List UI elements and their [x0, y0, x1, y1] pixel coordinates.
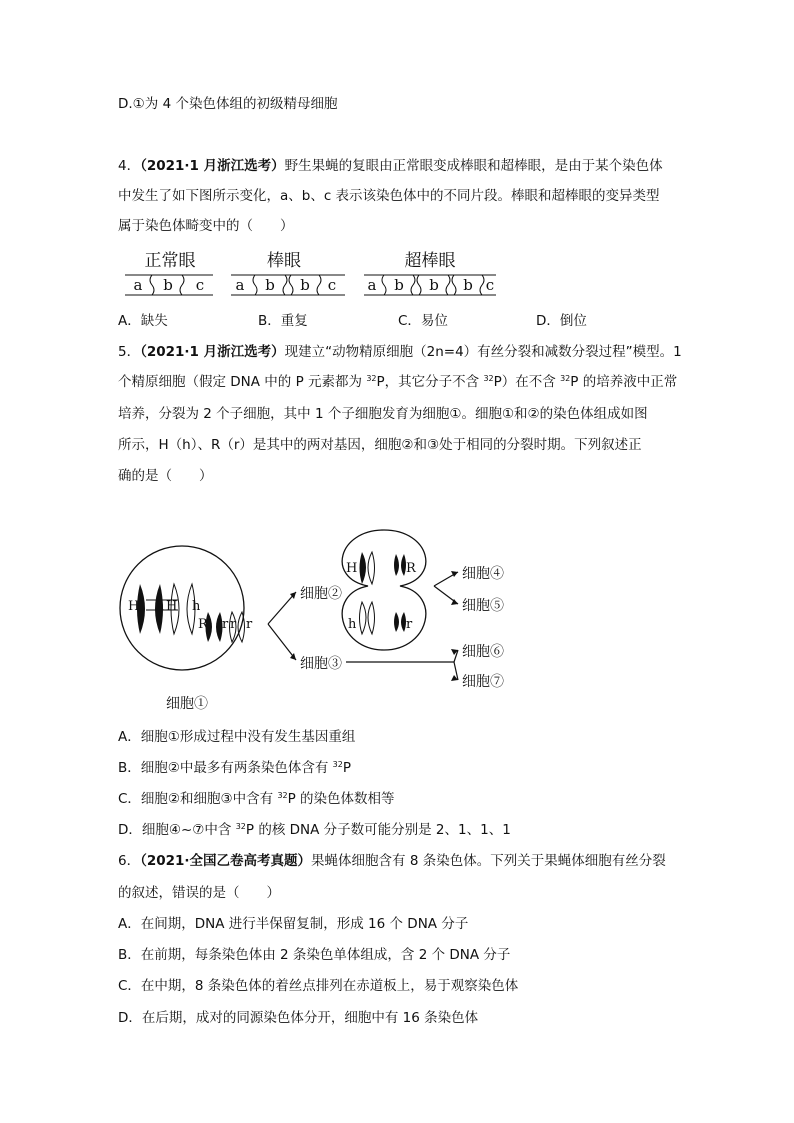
cell2-label: 细胞②: [300, 586, 342, 602]
svg-text:R: R: [198, 617, 208, 632]
normal-seg-a: a: [133, 276, 143, 294]
q6-option-b: B．在前期，每条染色体由 2 条染色单体组成，含 2 个 DNA 分子: [118, 947, 511, 963]
q5-option-d: D．细胞④~⑦中含 $^{32}$P 的核 DNA 分子数可能分别是 2、1、1、1: [118, 822, 511, 838]
q6-option-c: C．在中期，8 条染色体的着丝点排列在赤道板上，易于观察染色体: [118, 978, 519, 994]
q5-cell-division-figure: [118, 524, 528, 714]
cell7-label: 细胞⑦: [462, 674, 504, 690]
q4-option-a: A．缺失: [118, 313, 168, 329]
cell6-label: 细胞⑥: [462, 644, 504, 660]
svg-text:r: r: [230, 617, 237, 632]
cell5-label: 细胞⑤: [462, 598, 504, 614]
q5-option-c: C．细胞②和细胞③中含有 $^{32}$P 的染色体数相等: [118, 791, 395, 807]
cell1-chromosomes: [137, 584, 245, 642]
q5-number: 5．: [118, 344, 141, 360]
q6-option-d: D．在后期，成对的同源染色体分开，细胞中有 16 条染色体: [118, 1010, 479, 1026]
q4-stem-1: 野生果蝇的复眼由正常眼变成棒眼和超棒眼，是由于某个染色体: [284, 158, 663, 174]
q6-stem-1: 果蝇体细胞含有 8 条染色体。下列关于果蝇体细胞有丝分裂: [311, 853, 666, 869]
q4-chromosome-figure: [118, 244, 508, 304]
q6-line1: [118, 851, 666, 871]
svg-text:H: H: [346, 561, 358, 576]
q4-line2: 中发生了如下图所示变化，a、b、c 表示该染色体中的不同片段。棒眼和超棒眼的变异类型: [118, 188, 660, 204]
cell1-label: 细胞①: [166, 696, 208, 712]
cell4-label: 细胞④: [462, 566, 504, 582]
q6-source: （2021·全国乙卷高考真题）: [140, 853, 312, 869]
svg-text:h: h: [348, 617, 357, 632]
q5-source: （2021·1 月浙江选考）: [140, 344, 285, 360]
cell2-chromosomes: [360, 552, 407, 634]
normal-seg-c: c: [195, 276, 205, 294]
svg-text:H: H: [166, 599, 178, 614]
q5-option-b: B．细胞②中最多有两条染色体含有 $^{32}$P: [118, 760, 351, 776]
q4-source: （2021·1 月浙江选考）: [140, 158, 285, 174]
superbar-seg-c: c: [485, 276, 495, 294]
q4-option-d: D．倒位: [536, 313, 587, 329]
q6-number: 6．: [118, 853, 141, 869]
svg-text:h: h: [156, 599, 165, 614]
q4-line3: 属于染色体畸变中的（ ）: [118, 218, 294, 234]
q4-option-c: C．易位: [398, 313, 448, 329]
q6-option-a: A．在间期，DNA 进行半保留复制，形成 16 个 DNA 分子: [118, 916, 469, 932]
q4-option-b: B．重复: [258, 313, 308, 329]
superbar-seg-b1: b: [394, 276, 404, 294]
normal-seg-b: b: [163, 276, 173, 294]
q5-line2: 个精原细胞（假定 DNA 中的 P 元素都为 $^{32}$P，其它分子不含 $^{32}$P）在不含 $^{32}$P 的培养液中正常: [118, 374, 678, 390]
q6-line2: 的叙述，错误的是（ ）: [118, 885, 280, 901]
svg-text:r: r: [222, 617, 229, 632]
bar-seg-c: c: [327, 276, 337, 294]
superbar-seg-b2: b: [429, 276, 439, 294]
q4-line1: [118, 156, 663, 176]
superbar-eye-label: 超棒眼: [404, 251, 456, 271]
svg-text:R: R: [406, 561, 416, 576]
bar-seg-b2: b: [300, 276, 310, 294]
superbar-seg-a: a: [367, 276, 377, 294]
q5-stem-1: 现建立“动物精原细胞（2n=4）有丝分裂和减数分裂过程”模型。1: [284, 344, 682, 360]
svg-text:h: h: [192, 599, 201, 614]
q5-line3: 培养，分裂为 2 个子细胞，其中 1 个子细胞发育为细胞①。细胞①和②的染色体组成如图: [118, 406, 648, 422]
svg-text:r: r: [246, 617, 253, 632]
bar-eye-label: 棒眼: [267, 251, 301, 271]
q5-line5: 确的是（ ）: [118, 468, 213, 484]
q5-option-a: A．细胞①形成过程中没有发生基因重组: [118, 729, 356, 745]
q4-number: 4．: [118, 158, 141, 174]
q5-line1: [118, 342, 682, 362]
prev-option-d: D.①为 4 个染色体组的初级精母细胞: [118, 96, 338, 112]
bar-seg-a: a: [235, 276, 245, 294]
normal-eye-label: 正常眼: [144, 251, 196, 271]
q5-line4: 所示，H（h）、R（r）是其中的两对基因，细胞②和③处于相同的分裂时期。下列叙述正: [118, 437, 642, 453]
superbar-seg-b3: b: [463, 276, 473, 294]
bar-seg-b1: b: [265, 276, 275, 294]
cell3-label: 细胞③: [300, 656, 342, 672]
svg-text:H: H: [128, 599, 140, 614]
svg-text:r: r: [406, 617, 413, 632]
